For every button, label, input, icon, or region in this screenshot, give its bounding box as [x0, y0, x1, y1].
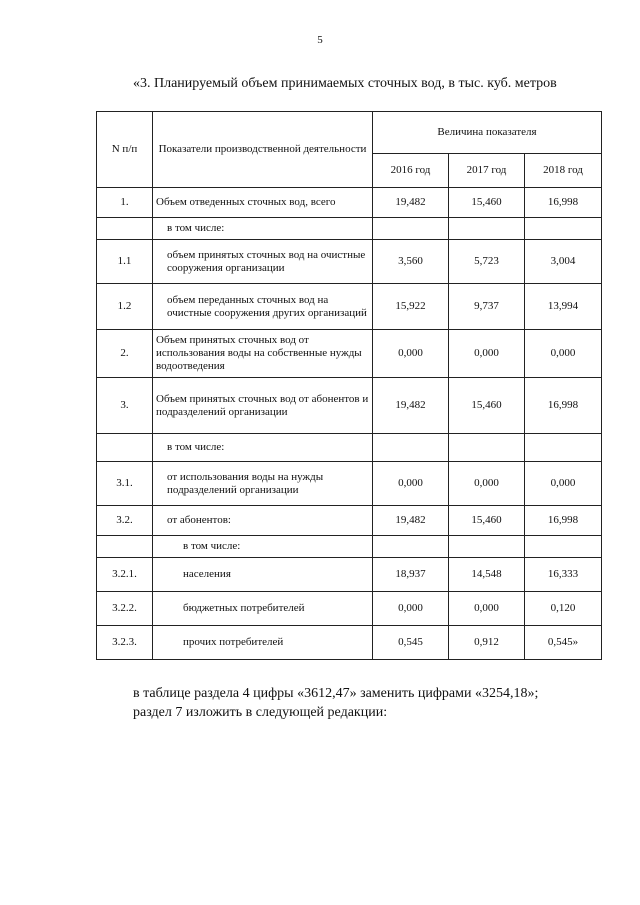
- row-label: объем принятых сточных вод на очистные сооружения организации: [153, 240, 373, 284]
- wastewater-table: [96, 111, 602, 660]
- row-num: 3.: [97, 378, 153, 434]
- row-value-2017: 0,912: [449, 626, 525, 660]
- row-value-2016: 0,000: [373, 330, 449, 378]
- table-row: [97, 506, 602, 536]
- row-num: 3.2.2.: [97, 592, 153, 626]
- header-num: N п/п: [97, 112, 153, 188]
- row-num: 1.: [97, 188, 153, 218]
- row-value-2016: [373, 536, 449, 558]
- row-label: Объем отведенных сточных вод, всего: [153, 188, 373, 218]
- row-label: в том числе:: [153, 434, 373, 462]
- row-value-2018: [525, 434, 602, 462]
- row-value-2017: 0,000: [449, 462, 525, 506]
- row-label: в том числе:: [153, 536, 373, 558]
- table-row: [97, 592, 602, 626]
- row-value-2016: [373, 434, 449, 462]
- row-value-2018: 16,998: [525, 378, 602, 434]
- row-num: 2.: [97, 330, 153, 378]
- row-value-2017: 9,737: [449, 284, 525, 330]
- row-value-2018: 13,994: [525, 284, 602, 330]
- row-value-2018: 0,545»: [525, 626, 602, 660]
- amendment-text: [133, 684, 613, 722]
- table-heading: «3. Планируемый объем принимаемых сточных вод, в тыс. куб. метров: [133, 76, 557, 91]
- table-row: [97, 558, 602, 592]
- row-value-2016: 18,937: [373, 558, 449, 592]
- amendment-line: в таблице раздела 4 цифры «3612,47» заменить цифрами «3254,18»;: [133, 686, 539, 701]
- table-row: [97, 284, 602, 330]
- row-value-2017: [449, 434, 525, 462]
- row-value-2016: 19,482: [373, 506, 449, 536]
- table-row: [97, 626, 602, 660]
- row-num: [97, 434, 153, 462]
- row-num: [97, 536, 153, 558]
- row-value-2016: 15,922: [373, 284, 449, 330]
- row-value-2016: 0,000: [373, 462, 449, 506]
- row-value-2017: 0,000: [449, 592, 525, 626]
- header-value-group: Величина показателя: [373, 112, 602, 154]
- row-value-2017: 15,460: [449, 506, 525, 536]
- row-num: [97, 218, 153, 240]
- page-number: 5: [317, 34, 323, 46]
- table-row: [97, 462, 602, 506]
- header-year-2016: 2016 год: [373, 154, 449, 188]
- row-value-2018: 16,333: [525, 558, 602, 592]
- row-value-2016: 19,482: [373, 378, 449, 434]
- amendment-line: раздел 7 изложить в следующей редакции:: [133, 705, 388, 720]
- table-row: [97, 378, 602, 434]
- row-value-2016: [373, 218, 449, 240]
- table-row: [97, 240, 602, 284]
- header-year-2018: 2018 год: [525, 154, 602, 188]
- row-value-2018: 16,998: [525, 188, 602, 218]
- row-value-2016: 0,000: [373, 592, 449, 626]
- row-num: 3.1.: [97, 462, 153, 506]
- table-row: [97, 536, 602, 558]
- row-value-2018: [525, 536, 602, 558]
- row-value-2018: 0,000: [525, 330, 602, 378]
- table-row: [97, 218, 602, 240]
- row-value-2017: 5,723: [449, 240, 525, 284]
- row-value-2018: 16,998: [525, 506, 602, 536]
- row-value-2017: 14,548: [449, 558, 525, 592]
- row-label: от использования воды на нужды подразделений организации: [153, 462, 373, 506]
- table-row: [97, 330, 602, 378]
- row-label: объем переданных сточных вод на очистные сооружения других организаций: [153, 284, 373, 330]
- row-label: в том числе:: [153, 218, 373, 240]
- row-value-2017: [449, 536, 525, 558]
- row-value-2017: 0,000: [449, 330, 525, 378]
- row-value-2017: 15,460: [449, 378, 525, 434]
- row-num: 3.2.: [97, 506, 153, 536]
- row-num: 3.2.3.: [97, 626, 153, 660]
- row-value-2018: [525, 218, 602, 240]
- row-value-2017: 15,460: [449, 188, 525, 218]
- row-num: 1.2: [97, 284, 153, 330]
- row-label: Объем принятых сточных вод от абонентов и подразделений организации: [153, 378, 373, 434]
- row-value-2016: 19,482: [373, 188, 449, 218]
- row-num: 1.1: [97, 240, 153, 284]
- row-label: бюджетных потребителей: [153, 592, 373, 626]
- row-value-2018: 3,004: [525, 240, 602, 284]
- row-value-2018: 0,000: [525, 462, 602, 506]
- row-num: 3.2.1.: [97, 558, 153, 592]
- row-label: от абонентов:: [153, 506, 373, 536]
- row-value-2018: 0,120: [525, 592, 602, 626]
- table-row: [97, 188, 602, 218]
- row-value-2017: [449, 218, 525, 240]
- row-value-2016: 3,560: [373, 240, 449, 284]
- header-year-2017: 2017 год: [449, 154, 525, 188]
- header-indicator: Показатели производственной деятельности: [153, 112, 373, 188]
- row-label: Объем принятых сточных вод от использования воды на собственные нужды водоотведения: [153, 330, 373, 378]
- row-label: прочих потребителей: [153, 626, 373, 660]
- row-value-2016: 0,545: [373, 626, 449, 660]
- table-row: [97, 434, 602, 462]
- row-label: населения: [153, 558, 373, 592]
